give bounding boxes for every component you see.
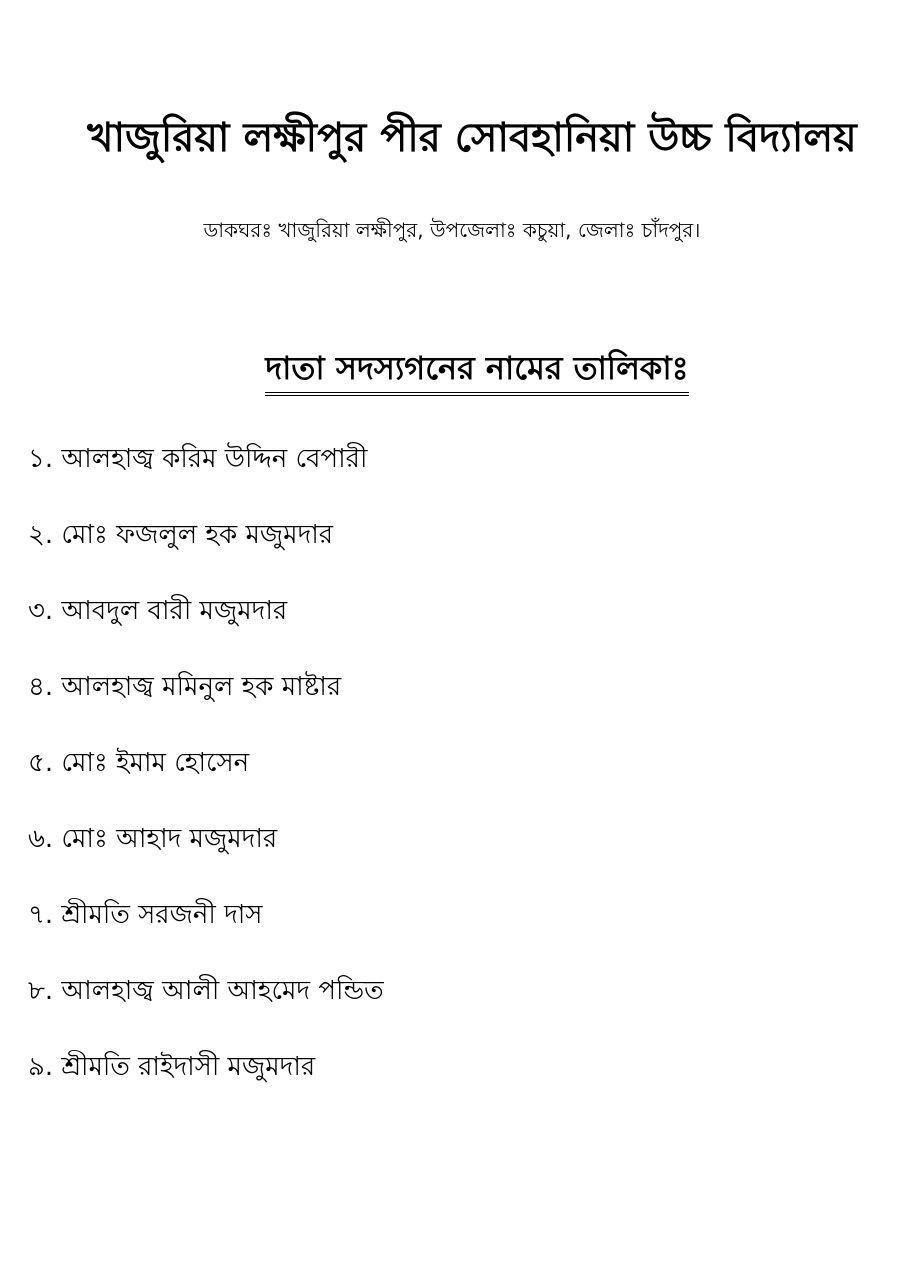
donor-list-heading: দাতা সদস্যগনের নামের তালিকাঃ xyxy=(265,346,688,396)
donor-item: ৭. শ্রীমতি সরজনী দাস xyxy=(28,900,263,930)
donor-item: ৪. আলহাজ্ব মমিনুল হক মাষ্টার xyxy=(28,672,342,702)
donor-list xyxy=(28,436,384,1120)
donor-item: ২. মোঃ ফজলুল হক মজুমদার xyxy=(28,520,334,550)
donor-item: ৩. আবদুল বারী মজুমদার xyxy=(28,596,288,626)
donor-item: ৬. মোঃ আহাদ মজুমদার xyxy=(28,824,278,854)
list-heading-container xyxy=(0,346,904,396)
donor-item: ৯. শ্রীমতি রাইদাসী মজুমদার xyxy=(28,1052,316,1082)
donor-item: ৫. মোঃ ইমাম হোসেন xyxy=(28,748,250,778)
school-address: ডাকঘরঃ খাজুরিয়া লক্ষীপুর, উপজেলাঃ কচুয়া, জেলাঃ চাঁদপুর। xyxy=(203,218,701,242)
donor-item: ১. আলহাজ্ব করিম উদ্দিন বেপারী xyxy=(28,444,368,474)
donor-item: ৮. আলহাজ্ব আলী আহমেদ পন্ডিত xyxy=(28,976,384,1006)
school-title: খাজুরিয়া লক্ষীপুর পীর সোবহানিয়া উচ্চ বিদ্যালয় xyxy=(87,115,857,161)
